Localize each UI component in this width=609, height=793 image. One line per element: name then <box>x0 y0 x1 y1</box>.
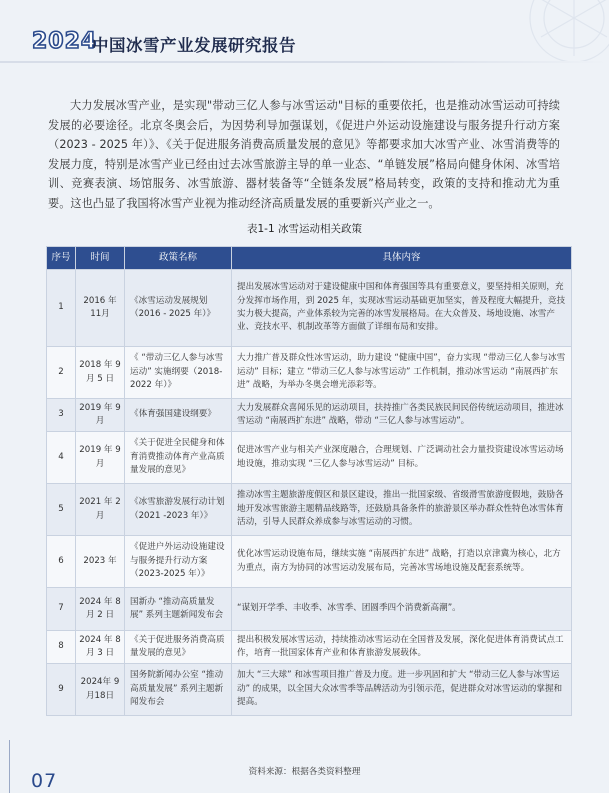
row-content: “谋划开学季、丰收季、冰雪季、团圆季四个消费新高潮”。 <box>232 588 572 631</box>
row-no: 7 <box>47 588 76 631</box>
table-row <box>47 432 572 484</box>
row-date: 2021 年 2月 <box>76 484 125 536</box>
source-note: 资料来源：根据各类资料整理 <box>248 767 361 777</box>
row-policy-name: 《冰雪旅游发展行动计划（2021 -2023 年）》 <box>125 484 232 536</box>
table-row <box>47 664 572 716</box>
header-content: 具体内容 <box>232 247 572 270</box>
snowflake-watermark-icon <box>469 0 609 70</box>
row-no: 6 <box>47 536 76 588</box>
row-no: 4 <box>47 432 76 484</box>
table-row <box>47 347 572 399</box>
table-row <box>47 399 572 432</box>
row-policy-name: 《冰雪运动发展规划（2016 - 2025 年）》 <box>125 270 232 347</box>
table-row <box>47 631 572 664</box>
row-content: 大力发展群众喜闻乐见的运动项目，扶持推广各类民族民间民俗传统运动项目，推进冰雪运动 “南展西扩东进” 战略，带动 “三亿人参与冰雪运动”。 <box>232 399 572 432</box>
row-date: 2024 年 8月 3 日 <box>76 631 125 664</box>
page-number: 07 <box>31 770 58 792</box>
row-content: 加大 “三大球” 和冰雪项目推广普及力度。进一步巩固和扩大 “带动三亿人参与冰雪运动” 的成果，以全国大众冰雪季等品牌活动为引领示范，促进群众对冰雪运动的掌握和提高。 <box>232 664 572 716</box>
page-header <box>0 0 609 64</box>
row-date: 2018 年 9月 5 日 <box>76 347 125 399</box>
row-policy-name: 国新办 “推动高质量发展” 系列主题新闻发布会 <box>125 588 232 631</box>
header-date: 时间 <box>76 247 125 270</box>
row-content: 优化冰雪运动设施布局，继续实施 “南展西扩东进” 战略，打造以京津冀为核心，北方为重点，南方为协同的冰雪运动发展布局，完善冰雪场地设施及配套系统等。 <box>232 536 572 588</box>
table-row <box>47 536 572 588</box>
report-title: 中国冰雪产业发展研究报告 <box>92 36 296 55</box>
row-no: 3 <box>47 399 76 432</box>
row-no: 2 <box>47 347 76 399</box>
row-no: 8 <box>47 631 76 664</box>
row-date: 2019 年 9月 <box>76 432 125 484</box>
row-policy-name: 《 “带动三亿人参与冰雪运动” 实施纲要（2018-2022 年）》 <box>125 347 232 399</box>
margin-line <box>9 740 10 793</box>
intro-paragraph: 大力发展冰雪产业，是实现"带动三亿人参与冰雪运动"目标的重要依托，也是推动冰雪运动可持续发展的必要途径。北京冬奥会后，为因势利导加强谋划，《促进户外运动设施建设与服务提升行动方案（2023 - 2025 年）》、《关于促进服务消费高质量发展的意见》等都要求加大冰雪产业、冰雪消费等的发展力度，特别是冰雪产业已经由过去冰雪旅游主导的单一业态、“单链发展”格局向健身休闲、冰雪培训、竞赛表演、场馆服务、冰雪旅游、器材装备等“全链条发展”格局转变，政策的支持和推动尤为重要。这也凸显了我国将冰雪产业视为推动经济高质量发展的重要新兴产业之一。 <box>48 99 560 210</box>
row-date: 2024年 9月18日 <box>76 664 125 716</box>
row-content: 大力推广普及群众性冰雪运动，助力建设 “健康中国”，奋力实现 “带动三亿人参与冰雪运动” 目标；建立 “带动三亿人参与冰雪运动” 工作机制，推动冰雪运动 “南展西扩东进” 战略，为举办冬奥会增光添彩等。 <box>232 347 572 399</box>
table-row <box>47 588 572 631</box>
intro-section <box>48 96 560 214</box>
row-policy-name: 《促进户外运动设施建设与服务提升行动方案（2023-2025 年）》 <box>125 536 232 588</box>
row-policy-name: 《关于促进全民健身和体育消费推动体育产业高质量发展的意见》 <box>125 432 232 484</box>
table-row <box>47 484 572 536</box>
policy-table <box>46 246 572 716</box>
row-content: 提出发展冰雪运动对于建设健康中国和体育强国等具有重要意义，要坚持相关原则，充分发挥市场作用，到 2025 年，实现冰雪运动基础更加坚实，普及程度大幅提升，竞技实力极大提高，产业体系较为完善的冰雪发展格局。在大众普及、场地设施、冰雪产业、竞技水平、机制改革等方面做了详细布局和安排。 <box>232 270 572 347</box>
report-year: 2024 <box>32 29 98 54</box>
table-caption: 表1-1 冰雪运动相关政策 <box>247 223 362 235</box>
row-policy-name: 《关于促进服务消费高质量发展的意见》 <box>125 631 232 664</box>
table-row <box>47 270 572 347</box>
row-content: 推动冰雪主题旅游度假区和景区建设，推出一批国家级、省级滑雪旅游度假地，鼓励各地开发冰雪旅游主题精品线路等，还鼓励具备条件的旅游景区举办群众性特色冰雪体育活动，引导人民群众养成参与冰雪运动的习惯。 <box>232 484 572 536</box>
row-content: 促进冰雪产业与相关产业深度融合，合理规划、广泛调动社会力量投资建设冰雪运动场地设施，推动实现 “三亿人参与冰雪运动” 目标。 <box>232 432 572 484</box>
row-no: 5 <box>47 484 76 536</box>
row-policy-name: 国务院新闻办公室 “推动高质量发展” 系列主题新闻发布会 <box>125 664 232 716</box>
row-no: 1 <box>47 270 76 347</box>
row-policy-name: 《体育强国建设纲要》 <box>125 399 232 432</box>
row-date: 2016 年 11月 <box>76 270 125 347</box>
row-date: 2023 年 <box>76 536 125 588</box>
row-no: 9 <box>47 664 76 716</box>
header-divider <box>0 61 609 63</box>
row-date: 2019 年 9月 <box>76 399 125 432</box>
table-header-row <box>47 247 572 270</box>
header-policy-name: 政策名称 <box>125 247 232 270</box>
row-date: 2024 年 8月 2 日 <box>76 588 125 631</box>
header-no: 序号 <box>47 247 76 270</box>
row-content: 提出积极发展冰雪运动，持续推动冰雪运动在全国普及发展，深化促进体育消费试点工作，培育一批国家体育产业和体育旅游发展载体。 <box>232 631 572 664</box>
